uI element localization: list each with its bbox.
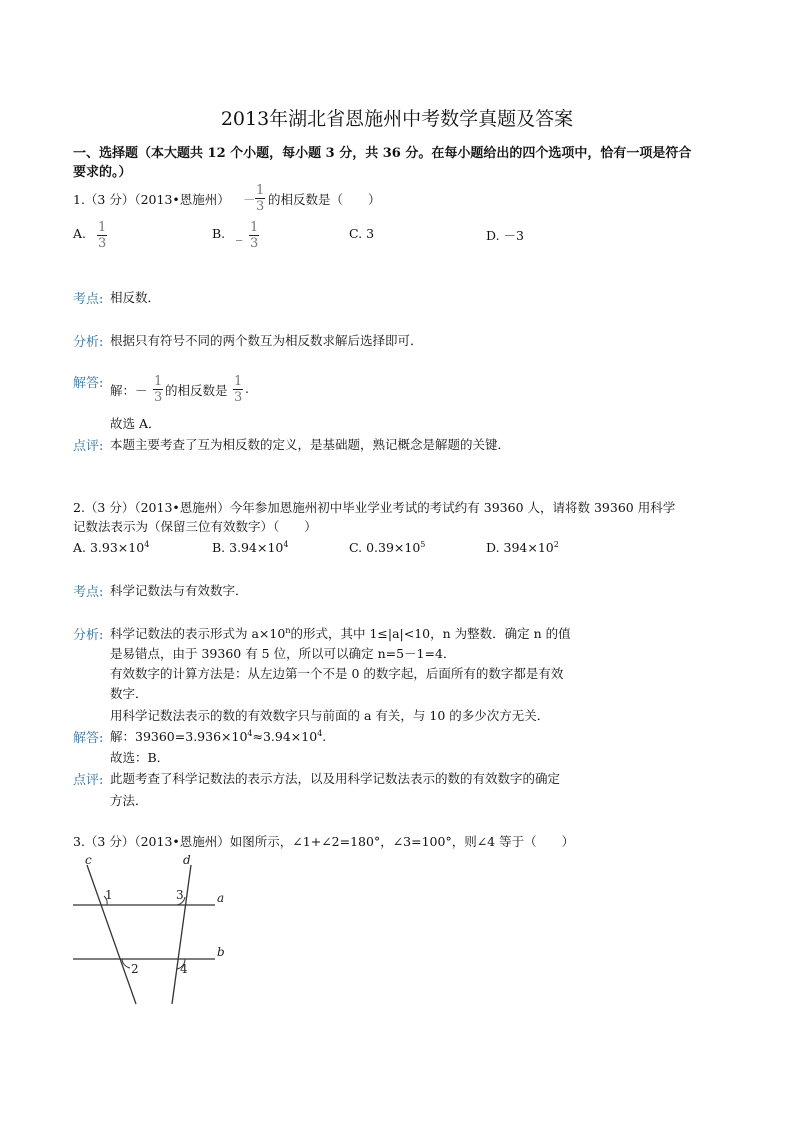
fraction-numerator: 1: [250, 220, 259, 235]
q2-jieda-line1-c: .: [322, 729, 327, 744]
q3-parallel-lines-figure: [60, 850, 250, 1015]
fraction-numerator: 1: [154, 374, 163, 389]
q2-dianping-line1: 此题考查了科学记数法的表示方法，以及用科学记数法表示的数的有效数字的确定: [110, 771, 561, 786]
q2-fenxi-line5: 用科学记数法表示的数的有效数字只与前面的 a 有关，与 10 的多少次方无关．: [110, 708, 550, 723]
q1-stem-minus: －: [243, 192, 256, 207]
q2-option-d: [486, 540, 559, 555]
q1-kaodian-label: 考点:: [73, 292, 104, 307]
q1-stem-prefix: 1.（3 分）（2013•恩施州）: [73, 192, 230, 207]
fraction-denominator: 3: [256, 199, 265, 214]
q2-option-b-exp: 4: [283, 540, 289, 549]
q2-option-c-exp: 5: [420, 540, 426, 549]
q1-option-d: D. －3: [486, 228, 524, 243]
q2-fenxi-line1-b: 的形式，其中 1≤|a|<10，n 为整数．确定 n 的值: [290, 626, 571, 641]
q2-dianping-line2: 方法．: [110, 793, 148, 808]
q1-option-a: A.: [73, 226, 87, 241]
figure-label-b: b: [217, 945, 225, 959]
q2-jieda-label: 解答:: [73, 731, 104, 746]
q2-stem-line1: 2.（3 分）（2013•恩施州）今年参加恩施州初中毕业学业考试的考试约有 39360 人，请将数 39360 用科学: [73, 500, 676, 515]
figure-label-d: d: [183, 853, 191, 867]
fraction-numerator: 1: [98, 220, 107, 235]
figure-label-c: c: [85, 853, 92, 867]
q2-kaodian-label: 考点:: [73, 585, 104, 600]
q2-fenxi-line1: [110, 624, 571, 642]
page-title: 2013年湖北省恩施州中考数学真题及答案: [220, 108, 574, 130]
q2-option-a: [73, 540, 149, 555]
fraction-denominator: 3: [250, 236, 259, 251]
q1-jieda-line2: 故选 A．: [110, 416, 161, 431]
q2-jieda-line1-exp1: 4: [247, 728, 253, 738]
q1-stem-fraction: [255, 183, 265, 214]
q1-option-b: B.: [212, 226, 226, 241]
section-heading-line2: 要求的。）: [73, 165, 132, 180]
q2-fenxi-line2: 是易错点，由于 39360 有 5 位，所以可以确定 n=5－1=4．: [110, 646, 456, 661]
q1-dianping-label: 点评:: [73, 439, 104, 454]
fraction-denominator: 3: [234, 390, 243, 405]
fraction-numerator: 1: [256, 183, 265, 198]
q2-fenxi-label: 分析:: [73, 628, 104, 643]
q2-option-b: [212, 540, 288, 555]
line-c: [87, 865, 136, 1004]
q2-fenxi-line4: 数字．: [110, 686, 148, 701]
q1-kaodian-text: 相反数．: [110, 290, 161, 305]
q2-jieda-line1-b: ≈3.94×10: [252, 729, 318, 744]
q2-jieda-line2: 故选：B．: [110, 750, 170, 765]
q1-jieda-end: .: [245, 381, 249, 396]
q2-dianping-label: 点评:: [73, 773, 104, 788]
q1-option-c: C. 3: [349, 226, 375, 241]
q2-option-a-exp: 4: [144, 540, 150, 549]
q2-option-b-base: B. 3.94×10: [212, 540, 284, 556]
q2-jieda-line1-exp2: 4: [317, 728, 323, 738]
q2-jieda-line1-a: 解：39360=3.936×10: [110, 729, 248, 744]
figure-label-2: 2: [131, 962, 139, 976]
fraction-denominator: 3: [154, 390, 163, 405]
figure-label-a: a: [217, 891, 225, 905]
figure-label-4: 4: [180, 962, 188, 976]
q1-fenxi-text: 根据只有符号不同的两个数互为相反数求解后选择即可．: [110, 333, 423, 348]
q2-fenxi-line3: 有效数字的计算方法是：从左边第一个不是 0 的数字起，后面所有的数字都是有效: [110, 666, 564, 681]
q1-option-b-sign: _: [236, 226, 243, 241]
q1-option-a-fraction: [97, 220, 107, 251]
q2-stem-line2: 记数法表示为（保留三位有效数字）（ ）: [73, 519, 317, 534]
line-d: [172, 865, 191, 1004]
q3-stem: 3.（3 分）（2013•恩施州）如图所示，∠1+∠2=180°，∠3=100°，则∠4 等于（ ）: [73, 834, 575, 849]
q1-option-b-fraction: [249, 220, 259, 251]
q1-jieda-fraction-1: [153, 374, 163, 405]
q1-jieda-mid: 的相反数是: [165, 383, 228, 398]
q2-option-c: [349, 540, 425, 555]
q2-fenxi-line1-exp: n: [285, 625, 291, 635]
fraction-denominator: 3: [98, 236, 107, 251]
q2-kaodian-text: 科学记数法与有效数字．: [110, 583, 248, 598]
q2-fenxi-line1-a: 科学记数法的表示形式为 a×10: [110, 626, 286, 641]
q2-option-d-exp: 2: [553, 540, 559, 549]
q1-jieda-prefix: 解：－: [110, 383, 148, 398]
q2-option-c-base: C. 0.39×10: [349, 540, 421, 556]
q2-jieda-line1: [110, 727, 326, 745]
q1-fenxi-label: 分析:: [73, 335, 104, 350]
q1-stem-suffix: 的相反数是（ ）: [268, 192, 381, 207]
fraction-numerator: 1: [234, 374, 243, 389]
q2-option-a-base: A. 3.93×10: [73, 540, 145, 556]
figure-label-3: 3: [176, 888, 184, 902]
q1-dianping-text: 本题主要考查了互为相反数的定义，是基础题，熟记概念是解题的关键．: [110, 437, 511, 452]
q1-jieda-label: 解答:: [73, 376, 104, 391]
section-heading-line1: 一、选择题（本大题共 12 个小题，每小题 3 分，共 36 分。在每小题给出的四个选项中，恰有一项是符合: [73, 146, 692, 161]
figure-label-1: 1: [105, 888, 113, 902]
q2-option-d-base: D. 394×10: [486, 540, 554, 556]
q1-jieda-fraction-2: [233, 374, 243, 405]
